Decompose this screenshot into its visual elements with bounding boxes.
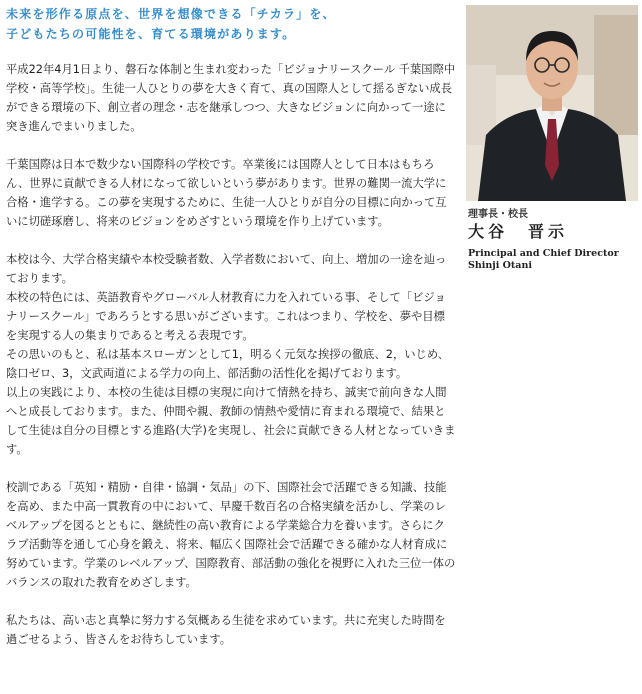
principal-photo bbox=[466, 5, 638, 201]
principal-name-en: Shinji Otani bbox=[468, 260, 532, 271]
paragraph: その思いのもと、私は基本スローガンとして1，明るく元気な挨拶の徹底、2，いじめ、陰口ゼロ、3，文武両道による学力の向上、部活動の活性化を掲げております。 bbox=[6, 348, 449, 380]
message-heading bbox=[6, 4, 456, 44]
principal-profile bbox=[468, 208, 640, 272]
paragraph: 本校の特色には、英語教育やグローバル人材教育に力を入れている事、そして「ビジョナリースクール」であろうとする思いがございます。これはつまり、学校を、夢や目標を実現する人の集まりであると考える表現です。 bbox=[6, 291, 446, 342]
paragraph: 以上の実践により、本校の生徒は目標の実現に向けて情熱を持ち、誠実で前向きな人間へと成長しております。また、仲間や親、教師の情熱や愛情に育まれる環境で、結果として生徒は自分の目標とする進路(大学)を実現し、社会に貢献できる人材となっていきます。 bbox=[6, 386, 456, 456]
paragraph: 千葉国際は日本で数少ない国際科の学校です。卒業後には国際人として日本はもちろん、世界に貢献できる人材になって欲しいという夢があります。世界の難関一流大学に合格・進学する。この夢を実現するために、生徒一人ひとりが自分の目標に向かって互いに切磋琢磨し、将来のビジョンをめざすという環境を作り上げています。 bbox=[6, 158, 447, 228]
principal-name: 大谷 晋示 bbox=[468, 222, 569, 241]
principal-title-en: Principal and Chief Director bbox=[468, 248, 619, 259]
message-body bbox=[6, 60, 456, 668]
principal-role: 理事長・校長 bbox=[468, 209, 528, 220]
paragraph: 本校は今、大学合格実績や本校受験者数、入学者数において、向上、増加の一途を辿っております。 bbox=[6, 253, 447, 285]
principal-portrait-image bbox=[466, 5, 638, 201]
heading-line-2: 子どもたちの可能性を、育てる環境があります。 bbox=[6, 27, 296, 41]
paragraph: 平成22年4月1日より、磐石な体制と生まれ変わった「ビジョナリースクール 千葉国際中学校・高等学校」。生徒一人ひとりの夢を大きく育て、真の国際人として揺るぎない成長ができる環境の下、創立者の理念・志を継承しつつ、大きなビジョンに向かって一途に突き進んでまいりました。 bbox=[6, 63, 456, 133]
paragraph: 私たちは、高い志と真摯に努力する気概ある生徒を求めています。共に充実した時間を過ごせるよう、皆さんをお待ちしています。 bbox=[6, 614, 446, 646]
heading-line-1: 未来を形作る原点を、世界を想像できる「チカラ」を、 bbox=[6, 7, 336, 21]
paragraph: 校訓である「英知・精励・自律・協調・気品」の下、国際社会で活躍できる知識、技能を高め、また中高一貫教育の中において、早慶千数百名の合格実績を活かし、学業のレベルアップを図るとともに、継続性の高い教育による学業総合力を養います。さらにクラブ活動等を通して心身を鍛え、将来、幅広く国際社会で活躍できる確かな人材育成に努めています。学業のレベルアップ、国際教育、部活動の強化を視野に入れた三位一体のバランスの取れた教育をめざします。 bbox=[6, 481, 456, 589]
